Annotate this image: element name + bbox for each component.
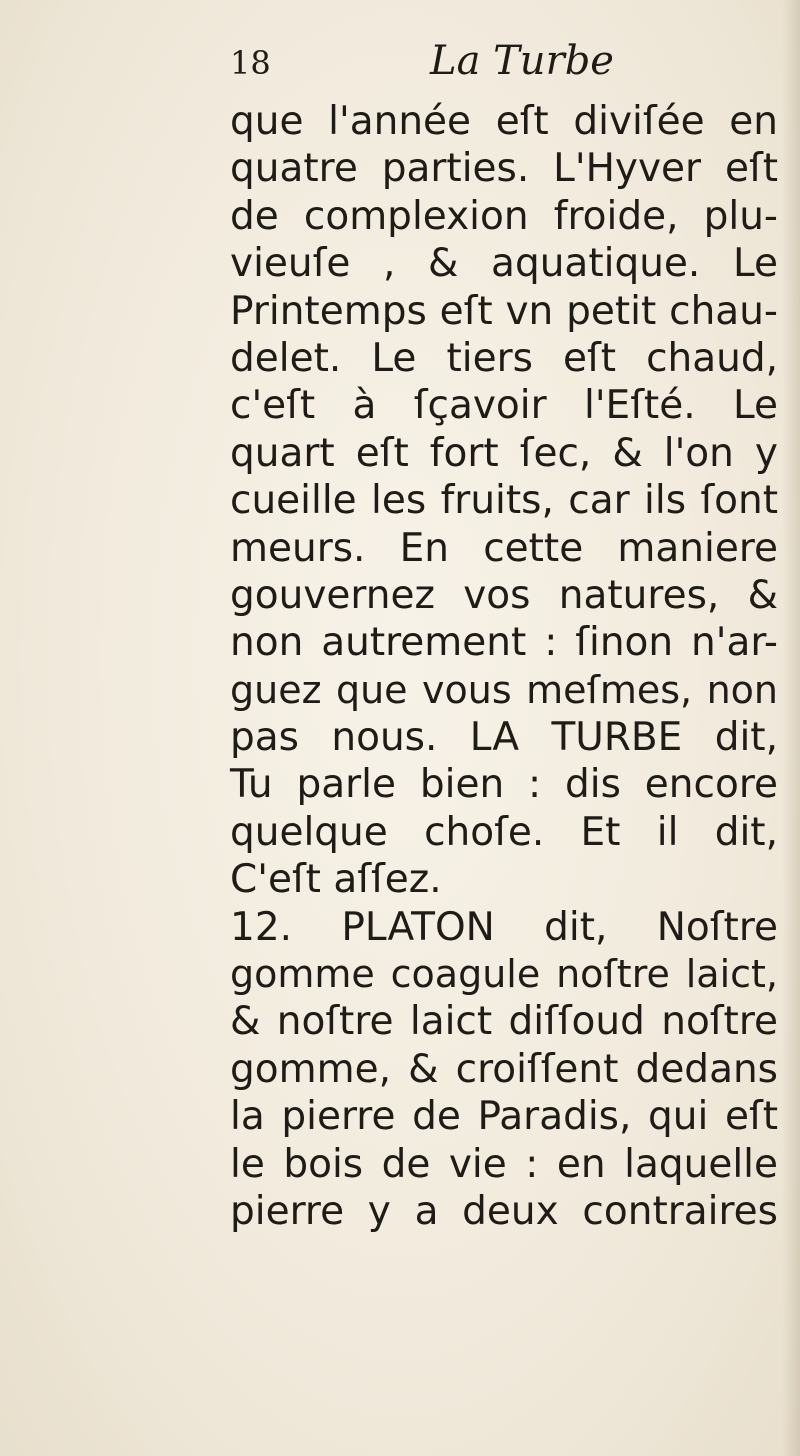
body-text: [230, 98, 778, 1235]
text-line: cueille les fruits, car ils ſont: [230, 478, 778, 524]
text-line: guez que vous meſmes, non: [230, 667, 778, 712]
text-line: que l'année eſt diviſée en: [230, 99, 778, 144]
text-line: le bois de vie : en laquelle: [230, 1141, 778, 1187]
text-line: C'eſt aſſez.: [230, 857, 442, 903]
text-line: gomme coagule noſtre laict,: [230, 952, 778, 997]
page-edge-shadow: [782, 0, 800, 1456]
text-line: quelque choſe. Et il dit,: [230, 809, 778, 855]
text-line: meurs. En cette maniere: [230, 525, 778, 571]
running-title: La Turbe: [430, 38, 614, 84]
text-line: gomme, & croiſſent dedans: [230, 1046, 778, 1092]
text-line: & noſtre laict diſſoud noſtre: [230, 999, 778, 1045]
page-header: [230, 38, 770, 94]
text-line: Printemps eſt vn petit chau-: [230, 288, 778, 334]
page-number: 18: [230, 44, 271, 82]
text-line: pas nous. LA TURBE dit,: [230, 715, 778, 761]
text-line: quatre parties. L'Hyver eſt: [230, 146, 778, 192]
text-line: Tu parle bien : dis encore: [230, 762, 778, 808]
text-line: non autrement : ſinon n'ar-: [230, 620, 778, 666]
text-line: vieuſe , & aquatique. Le: [230, 241, 778, 287]
text-line: c'eſt à ſçavoir l'Eſté. Le: [230, 383, 778, 429]
text-line: 12. PLATON dit, Noſtre: [230, 904, 778, 950]
text-line: pierre y a deux contraires: [230, 1188, 778, 1234]
text-line: la pierre de Paradis, qui eſt: [230, 1094, 778, 1140]
text-line: delet. Le tiers eſt chaud,: [230, 335, 778, 381]
text-line: de complexion froide, plu-: [230, 193, 778, 239]
text-line: quart eſt fort ſec, & l'on y: [230, 430, 778, 476]
text-line: gouvernez vos natures, &: [230, 572, 778, 618]
